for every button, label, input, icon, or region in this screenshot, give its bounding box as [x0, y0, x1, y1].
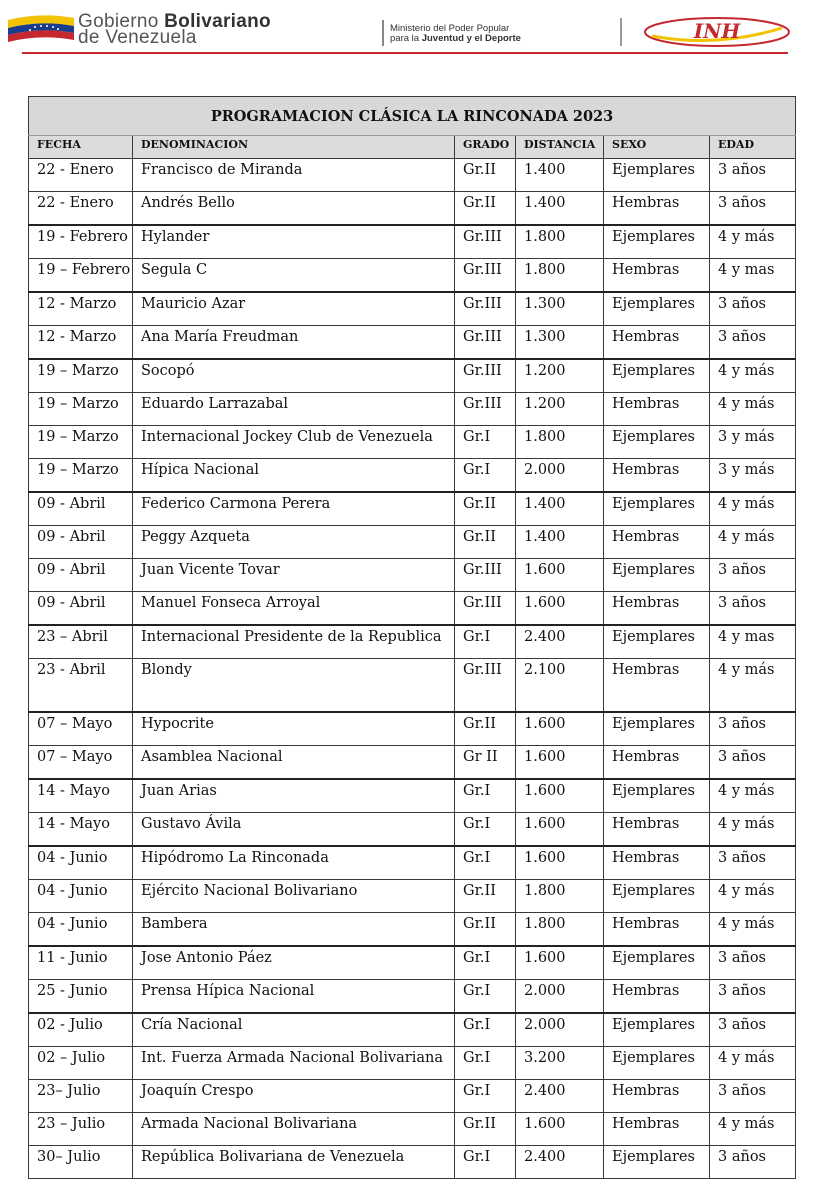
col-header-distancia: DISTANCIA	[516, 136, 604, 159]
header-divider-2	[620, 18, 622, 46]
cell-fecha: 02 - Julio	[29, 1013, 133, 1047]
table-header	[29, 136, 796, 159]
table-row	[29, 625, 796, 659]
letterhead	[0, 0, 819, 62]
cell-distancia: 1.800	[516, 225, 604, 259]
cell-denominacion: Ana María Freudman	[133, 326, 455, 360]
cell-denominacion: Armada Nacional Bolivariana	[133, 1113, 455, 1146]
cell-grado: Gr.I	[455, 946, 516, 980]
table-row	[29, 225, 796, 259]
cell-sexo: Hembras	[604, 846, 710, 880]
cell-denominacion: Int. Fuerza Armada Nacional Bolivariana	[133, 1047, 455, 1080]
cell-edad: 3 años	[710, 592, 796, 626]
table-row	[29, 159, 796, 192]
cell-denominacion: Andrés Bello	[133, 192, 455, 226]
cell-denominacion: Hipódromo La Rinconada	[133, 846, 455, 880]
cell-sexo: Hembras	[604, 326, 710, 360]
cell-denominacion: Juan Arias	[133, 779, 455, 813]
cell-denominacion: Gustavo Ávila	[133, 813, 455, 847]
cell-grado: Gr.I	[455, 459, 516, 493]
cell-distancia: 1.400	[516, 526, 604, 559]
cell-denominacion: Federico Carmona Perera	[133, 492, 455, 526]
cell-sexo: Hembras	[604, 980, 710, 1014]
gob-word-1: Gobierno	[78, 11, 159, 32]
cell-fecha: 19 – Marzo	[29, 393, 133, 426]
cell-grado: Gr.I	[455, 980, 516, 1014]
cell-sexo: Hembras	[604, 813, 710, 847]
header-rule	[22, 52, 788, 54]
cell-distancia: 1.600	[516, 1113, 604, 1146]
cell-distancia: 3.200	[516, 1047, 604, 1080]
cell-grado: Gr.II	[455, 192, 516, 226]
table-row	[29, 359, 796, 393]
cell-denominacion: Hypocrite	[133, 712, 455, 746]
cell-fecha: 04 - Junio	[29, 846, 133, 880]
cell-fecha: 30– Julio	[29, 1146, 133, 1179]
cell-distancia: 1.200	[516, 393, 604, 426]
cell-distancia: 2.400	[516, 1080, 604, 1113]
cell-distancia: 1.800	[516, 880, 604, 913]
cell-fecha: 14 - Mayo	[29, 813, 133, 847]
cell-sexo: Hembras	[604, 259, 710, 293]
cell-edad: 3 años	[710, 712, 796, 746]
cell-edad: 3 años	[710, 192, 796, 226]
cell-distancia: 2.400	[516, 1146, 604, 1179]
cell-denominacion: Internacional Jockey Club de Venezuela	[133, 426, 455, 459]
cell-edad: 4 y más	[710, 526, 796, 559]
table-row	[29, 1146, 796, 1179]
table-row	[29, 592, 796, 626]
cell-edad: 4 y más	[710, 913, 796, 947]
cell-distancia: 1.600	[516, 813, 604, 847]
schedule-table	[28, 96, 796, 1179]
table-row	[29, 880, 796, 913]
cell-edad: 3 años	[710, 159, 796, 192]
cell-fecha: 23– Julio	[29, 1080, 133, 1113]
cell-distancia: 1.600	[516, 712, 604, 746]
table-row	[29, 426, 796, 459]
table-row	[29, 326, 796, 360]
table-row	[29, 746, 796, 780]
cell-grado: Gr.III	[455, 326, 516, 360]
table-row	[29, 393, 796, 426]
cell-grado: Gr.I	[455, 813, 516, 847]
cell-distancia: 1.300	[516, 326, 604, 360]
cell-edad: 3 años	[710, 746, 796, 780]
venezuela-flag-icon	[8, 14, 74, 42]
cell-grado: Gr.III	[455, 225, 516, 259]
ministry-title	[390, 24, 521, 44]
cell-denominacion: Bambera	[133, 913, 455, 947]
cell-edad: 4 y más	[710, 1047, 796, 1080]
table-row	[29, 712, 796, 746]
cell-edad: 4 y más	[710, 359, 796, 393]
cell-denominacion: Mauricio Azar	[133, 292, 455, 326]
cell-sexo: Ejemplares	[604, 426, 710, 459]
cell-denominacion: Cría Nacional	[133, 1013, 455, 1047]
cell-sexo: Hembras	[604, 1080, 710, 1113]
cell-grado: Gr.II	[455, 159, 516, 192]
cell-edad: 3 años	[710, 980, 796, 1014]
cell-grado: Gr.I	[455, 1146, 516, 1179]
cell-fecha: 04 - Junio	[29, 880, 133, 913]
cell-edad: 3 y más	[710, 459, 796, 493]
inh-logo-text: INH	[693, 19, 741, 43]
cell-fecha: 04 - Junio	[29, 913, 133, 947]
cell-grado: Gr.III	[455, 559, 516, 592]
cell-sexo: Hembras	[604, 746, 710, 780]
cell-sexo: Ejemplares	[604, 1013, 710, 1047]
cell-fecha: 09 - Abril	[29, 526, 133, 559]
table-row	[29, 459, 796, 493]
cell-fecha: 22 - Enero	[29, 159, 133, 192]
cell-fecha: 09 - Abril	[29, 592, 133, 626]
cell-distancia: 1.800	[516, 259, 604, 293]
cell-denominacion: Segula C	[133, 259, 455, 293]
cell-grado: Gr.III	[455, 259, 516, 293]
cell-denominacion: Blondy	[133, 659, 455, 713]
cell-grado: Gr.I	[455, 625, 516, 659]
cell-distancia: 1.600	[516, 592, 604, 626]
cell-grado: Gr.III	[455, 659, 516, 713]
cell-grado: Gr.II	[455, 712, 516, 746]
cell-grado: Gr.I	[455, 1013, 516, 1047]
cell-distancia: 1.800	[516, 426, 604, 459]
cell-grado: Gr.I	[455, 1080, 516, 1113]
cell-sexo: Hembras	[604, 459, 710, 493]
cell-fecha: 23 – Julio	[29, 1113, 133, 1146]
table-row	[29, 292, 796, 326]
cell-sexo: Ejemplares	[604, 225, 710, 259]
cell-fecha: 09 - Abril	[29, 492, 133, 526]
table-title: PROGRAMACION CLÁSICA LA RINCONADA 2023	[29, 97, 796, 136]
cell-fecha: 12 - Marzo	[29, 326, 133, 360]
cell-distancia: 1.400	[516, 492, 604, 526]
cell-edad: 4 y mas	[710, 625, 796, 659]
cell-edad: 3 años	[710, 1013, 796, 1047]
cell-grado: Gr II	[455, 746, 516, 780]
cell-fecha: 07 – Mayo	[29, 712, 133, 746]
cell-sexo: Ejemplares	[604, 1047, 710, 1080]
cell-distancia: 2.100	[516, 659, 604, 713]
col-header-denominacion: DENOMINACION	[133, 136, 455, 159]
table-row	[29, 846, 796, 880]
cell-sexo: Ejemplares	[604, 779, 710, 813]
cell-sexo: Ejemplares	[604, 625, 710, 659]
cell-sexo: Ejemplares	[604, 292, 710, 326]
cell-sexo: Hembras	[604, 913, 710, 947]
cell-fecha: 19 – Marzo	[29, 459, 133, 493]
cell-sexo: Ejemplares	[604, 1146, 710, 1179]
cell-denominacion: República Bolivariana de Venezuela	[133, 1146, 455, 1179]
cell-distancia: 1.600	[516, 946, 604, 980]
col-header-fecha: FECHA	[29, 136, 133, 159]
cell-denominacion: Asamblea Nacional	[133, 746, 455, 780]
cell-grado: Gr.II	[455, 880, 516, 913]
cell-denominacion: Peggy Azqueta	[133, 526, 455, 559]
cell-fecha: 11 - Junio	[29, 946, 133, 980]
table-row	[29, 779, 796, 813]
cell-distancia: 2.000	[516, 980, 604, 1014]
ministry-line-2b: Juventud y el Deporte	[421, 33, 521, 44]
cell-edad: 3 años	[710, 292, 796, 326]
ministry-line-1: Ministerio del Poder Popular	[390, 23, 510, 34]
cell-distancia: 1.400	[516, 192, 604, 226]
cell-grado: Gr.I	[455, 1047, 516, 1080]
cell-fecha: 09 - Abril	[29, 559, 133, 592]
cell-grado: Gr.III	[455, 292, 516, 326]
table-row	[29, 526, 796, 559]
table-row	[29, 1013, 796, 1047]
cell-edad: 3 años	[710, 1146, 796, 1179]
cell-sexo: Ejemplares	[604, 159, 710, 192]
table-row	[29, 492, 796, 526]
col-header-sexo: SEXO	[604, 136, 710, 159]
cell-edad: 4 y más	[710, 225, 796, 259]
table-row	[29, 946, 796, 980]
cell-sexo: Hembras	[604, 192, 710, 226]
cell-edad: 4 y más	[710, 1113, 796, 1146]
cell-edad: 3 y más	[710, 426, 796, 459]
cell-distancia: 1.600	[516, 846, 604, 880]
col-header-grado: GRADO	[455, 136, 516, 159]
cell-edad: 3 años	[710, 1080, 796, 1113]
cell-sexo: Ejemplares	[604, 946, 710, 980]
cell-grado: Gr.III	[455, 393, 516, 426]
cell-fecha: 19 - Febrero	[29, 225, 133, 259]
cell-edad: 4 y más	[710, 659, 796, 713]
cell-denominacion: Internacional Presidente de la Republica	[133, 625, 455, 659]
cell-grado: Gr.II	[455, 913, 516, 947]
cell-fecha: 22 - Enero	[29, 192, 133, 226]
cell-fecha: 19 – Febrero	[29, 259, 133, 293]
table-row	[29, 659, 796, 713]
gob-word-2: Bolivariano	[164, 11, 271, 32]
table-row	[29, 559, 796, 592]
cell-distancia: 2.400	[516, 625, 604, 659]
cell-fecha: 07 – Mayo	[29, 746, 133, 780]
cell-edad: 3 años	[710, 946, 796, 980]
cell-edad: 3 años	[710, 326, 796, 360]
cell-edad: 4 y más	[710, 492, 796, 526]
cell-sexo: Ejemplares	[604, 880, 710, 913]
cell-sexo: Ejemplares	[604, 359, 710, 393]
cell-sexo: Ejemplares	[604, 492, 710, 526]
cell-denominacion: Ejército Nacional Bolivariano	[133, 880, 455, 913]
cell-denominacion: Manuel Fonseca Arroyal	[133, 592, 455, 626]
cell-grado: Gr.III	[455, 359, 516, 393]
cell-sexo: Hembras	[604, 659, 710, 713]
table-row	[29, 1080, 796, 1113]
gob-line-2: de Venezuela	[78, 27, 197, 48]
cell-fecha: 23 – Abril	[29, 625, 133, 659]
cell-fecha: 12 - Marzo	[29, 292, 133, 326]
table-row	[29, 192, 796, 226]
table-row	[29, 1047, 796, 1080]
cell-edad: 4 y más	[710, 880, 796, 913]
government-title	[78, 11, 271, 48]
cell-grado: Gr.III	[455, 592, 516, 626]
table-row	[29, 1113, 796, 1146]
cell-denominacion: Jose Antonio Páez	[133, 946, 455, 980]
cell-sexo: Hembras	[604, 592, 710, 626]
inh-logo	[642, 14, 792, 48]
ministry-line-2a: para la	[390, 33, 420, 44]
cell-denominacion: Francisco de Miranda	[133, 159, 455, 192]
cell-denominacion: Joaquín Crespo	[133, 1080, 455, 1113]
cell-denominacion: Juan Vicente Tovar	[133, 559, 455, 592]
cell-sexo: Hembras	[604, 526, 710, 559]
cell-edad: 4 y mas	[710, 259, 796, 293]
cell-edad: 3 años	[710, 846, 796, 880]
table-row	[29, 813, 796, 847]
cell-denominacion: Eduardo Larrazabal	[133, 393, 455, 426]
cell-distancia: 1.300	[516, 292, 604, 326]
cell-distancia: 1.600	[516, 779, 604, 813]
cell-fecha: 23 - Abril	[29, 659, 133, 713]
cell-grado: Gr.II	[455, 526, 516, 559]
cell-distancia: 1.800	[516, 913, 604, 947]
cell-fecha: 19 – Marzo	[29, 426, 133, 459]
cell-edad: 4 y más	[710, 813, 796, 847]
cell-denominacion: Socopó	[133, 359, 455, 393]
cell-denominacion: Hylander	[133, 225, 455, 259]
cell-fecha: 02 – Julio	[29, 1047, 133, 1080]
cell-distancia: 2.000	[516, 1013, 604, 1047]
table-row	[29, 913, 796, 947]
cell-fecha: 25 - Junio	[29, 980, 133, 1014]
cell-sexo: Ejemplares	[604, 559, 710, 592]
cell-denominacion: Prensa Hípica Nacional	[133, 980, 455, 1014]
header-divider	[382, 20, 384, 46]
cell-distancia: 1.600	[516, 559, 604, 592]
cell-edad: 4 y más	[710, 393, 796, 426]
cell-distancia: 1.200	[516, 359, 604, 393]
cell-sexo: Hembras	[604, 393, 710, 426]
cell-grado: Gr.I	[455, 846, 516, 880]
cell-distancia: 1.600	[516, 746, 604, 780]
cell-edad: 3 años	[710, 559, 796, 592]
cell-distancia: 2.000	[516, 459, 604, 493]
cell-grado: Gr.II	[455, 492, 516, 526]
table-row	[29, 980, 796, 1014]
cell-fecha: 14 - Mayo	[29, 779, 133, 813]
cell-sexo: Ejemplares	[604, 712, 710, 746]
cell-distancia: 1.400	[516, 159, 604, 192]
col-header-edad: EDAD	[710, 136, 796, 159]
cell-edad: 4 y más	[710, 779, 796, 813]
cell-sexo: Hembras	[604, 1113, 710, 1146]
cell-fecha: 19 – Marzo	[29, 359, 133, 393]
cell-grado: Gr.II	[455, 1113, 516, 1146]
cell-denominacion: Hípica Nacional	[133, 459, 455, 493]
cell-grado: Gr.I	[455, 779, 516, 813]
table-row	[29, 259, 796, 293]
cell-grado: Gr.I	[455, 426, 516, 459]
